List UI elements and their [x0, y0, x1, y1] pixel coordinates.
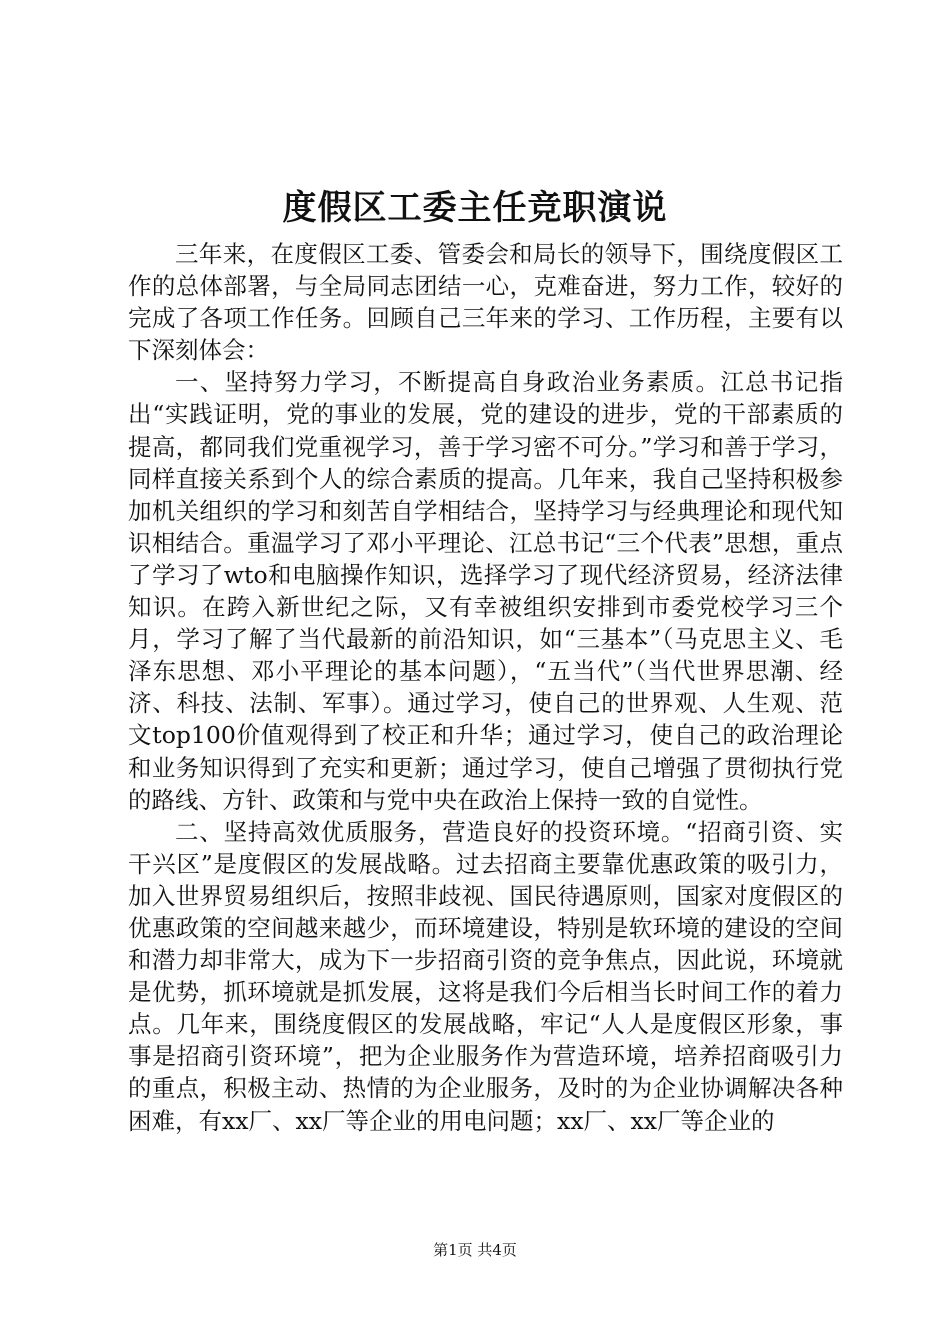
- paragraph-intro: 三年来，在度假区工委、管委会和局长的领导下，围绕度假区工作的总体部署，与全局同志团结一心，克难奋进，努力工作，较好的完成了各项工作任务。回顾自己三年来的学习、工作历程，主要有以下深刻体会：: [128, 240, 843, 365]
- document-body: [128, 238, 843, 1137]
- page-footer: 第1页 共4页: [433, 1241, 517, 1259]
- paragraph-study: 一、坚持努力学习，不断提高自身政治业务素质。江总书记指出“实践证明，党的事业的发展，党的建设的进步，党的干部素质的提高，都同我们党重视学习，善于学习密不可分。”学习和善于学习，同样直接关系到个人的综合素质的提高。几年来，我自己坚持积极参加机关组织的学习和刻苦自学相结合，坚持学习与经典理论和现代知识相结合。重温学习了邓小平理论、江总书记“三个代表”思想，重点了学习了wto和电脑操作知识，选择学习了现代经济贸易，经济法律知识。在跨入新世纪之际，又有幸被组织安排到市委党校学习三个月，学习了解了当代最新的前沿知识，如“三基本”（马克思主义、毛泽东思想、邓小平理论的基本问题），“五当代”（当代世界思潮、经济、科技、法制、军事）。通过学习，使自己的世界观、人生观、范文top100价值观得到了校正和升华；通过学习，使自己的政治理论和业务知识得到了充实和更新；通过学习，使自己增强了贯彻执行党的路线、方针、政策和与党中央在政治上保持一致的自觉性。: [128, 368, 843, 814]
- paragraph-service: 二、坚持高效优质服务，营造良好的投资环境。“招商引资、实干兴区”是度假区的发展战略。过去招商主要靠优惠政策的吸引力，加入世界贸易组织后，按照非歧视、国民待遇原则，国家对度假区的优惠政策的空间越来越少，而环境建设，特别是软环境的建设的空间和潜力却非常大，成为下一步招商引资的竞争焦点，因此说，环境就是优势，抓环境就是抓发展，这将是我们今后相当长时间工作的着力点。几年来，围绕度假区的发展战略，牢记“人人是度假区形象，事事是招商引资环境”，把为企业服务作为营造环境，培养招商吸引力的重点，积极主动、热情的为企业服务，及时的为企业协调解决各种困难，有xx厂、xx厂等企业的用电问题；xx厂、xx厂等企业的: [128, 817, 843, 1135]
- document-title: 度假区工委主任竞职演说: [282, 188, 668, 228]
